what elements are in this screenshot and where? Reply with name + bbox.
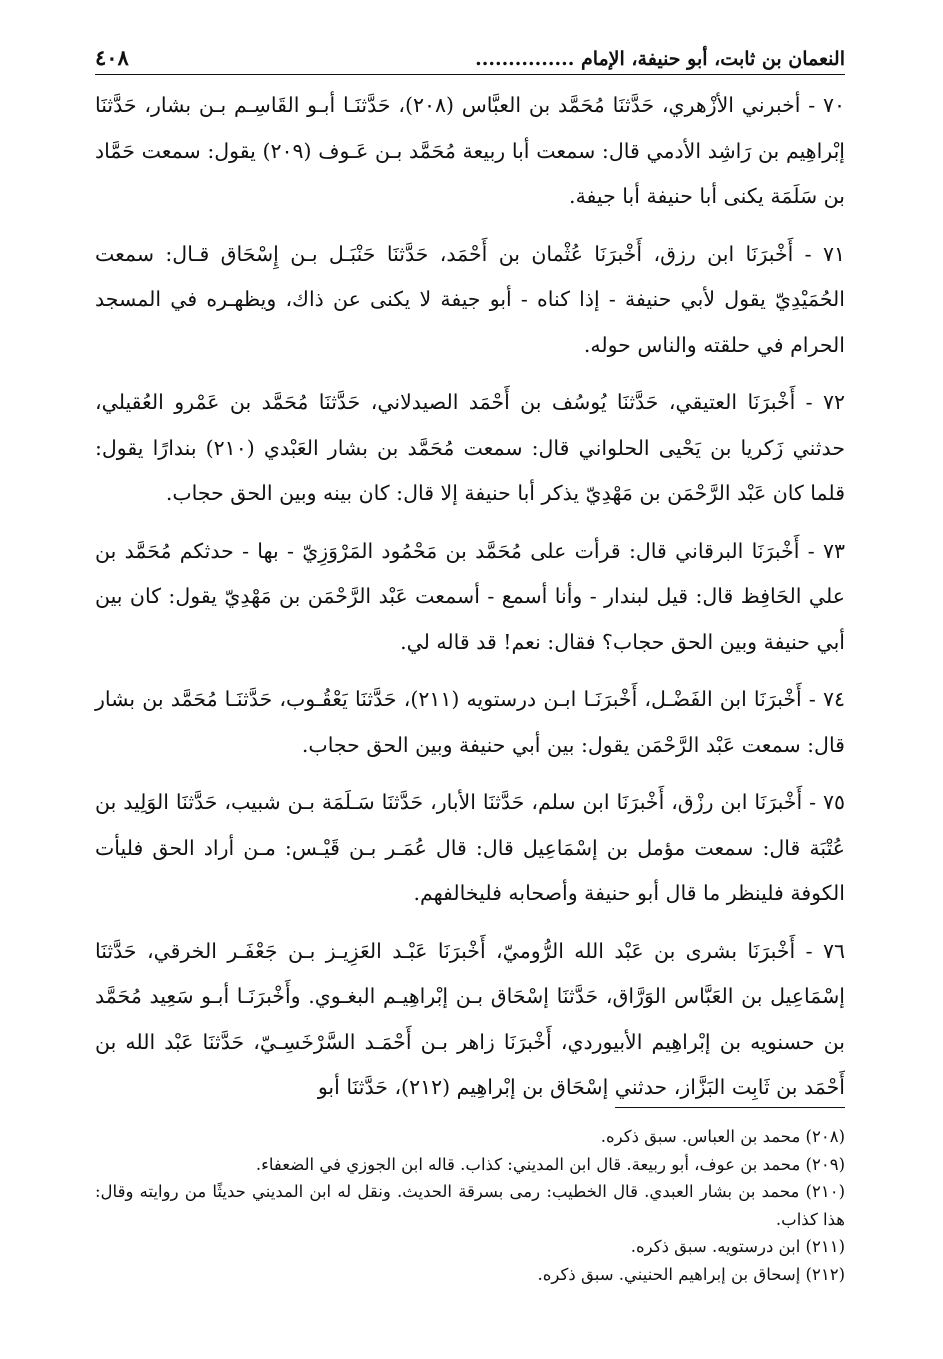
footnote-210: (٢١٠) محمد بن بشار العبدي. قال الخطيب: رمى بسرقة الحديث. ونقل له ابن المديني حديثًا من روايته وقال: هذا كذاب.	[95, 1182, 845, 1229]
footnotes	[95, 1123, 845, 1288]
paragraph-70: ٧٠ - أخبرني الأزْهري، حَدَّثنَا مُحَمَّد بن العبَّاس (٢٠٨)، حَدَّثنَـا أبـو القَاسِـم بـن بشار، حَدَّثنَا إبْراهِيم بن رَاشِد الأدمي قال: سمعت أبا ربيعة مُحَمَّد بـن عَـوف (٢٠٩) يقول: سمعت حَمَّاد بن سَلَمَة يكنى أبا حنيفة أبا جيفة.	[95, 93, 845, 208]
running-title: النعمان بن ثابت، أبو حنيفة، الإمام ...............	[475, 48, 845, 70]
page-header	[95, 30, 845, 75]
paragraph-74: ٧٤ - أَخْبرَنَا ابن الفَضْـل، أَخْبرَنَـا ابـن درستويه (٢١١)، حَدَّثنَا يَعْقُـوب، حَدَّثنَـا مُحَمَّد بن بشار قال: سمعت عَبْد الرَّحْمَن يقول: بين أبي حنيفة وبين الحق حجاب.	[95, 687, 845, 757]
footnote-209: (٢٠٩) محمد بن عوف، أبو ربيعة. قال ابن المديني: كذاب. قاله ابن الجوزي في الضعفاء.	[255, 1154, 845, 1174]
paragraph-75: ٧٥ - أَخْبرَنَا ابن رزْق، أَخْبرَنَا ابن سلم، حَدَّثنَا الأبار، حَدَّثنَا سَـلَمَة بـن شبيب، حَدَّثنَا الوَلِيد بن عُتْبَة قال: سمعت مؤمل بن إسْمَاعِيل قال: قال عُمَـر بـن قَيْـس: مـن أراد الحق فليأت الكوفة فلينظر ما قال أبو حنيفة وأصحابه فليخالفهم.	[95, 790, 845, 905]
footnote-208: (٢٠٨) محمد بن العباس. سبق ذكره.	[600, 1127, 845, 1146]
book-page	[95, 30, 845, 1350]
paragraph-73: ٧٣ - أَخْبرَنَا البرقاني قال: قرأت على مُحَمَّد بن مَحْمُود المَرْوَزِيّ - بها - حدثكم مُحَمَّد بن علي الحَافِظ قال: قيل لبندار - وأنا أسمع - أسمعت عَبْد الرَّحْمَن بن مَهْدِيّ يقول: كان بين أبي حنيفة وبين الحق حجاب؟ فقال: نعم! قد قاله لي.	[95, 538, 845, 654]
footnote-divider	[615, 1107, 845, 1108]
paragraph-72: ٧٢ - أَخْبرَنَا العتيقي، حَدَّثنَا يُوسُف بن أَحْمَد الصيدلاني، حَدَّثنَا مُحَمَّد بن عَمْرو العُقيلي، حدثني زَكريا بن يَحْيى الحلواني قال: سمعت مُحَمَّد بن بشار العَبْدي (٢١٠) بندارًا يقول: قلما كان عَبْد الرَّحْمَن بن مَهْدِيّ يذكر أبا حنيفة إلا قال: كان بينه وبين الحق حجاب.	[95, 390, 845, 505]
main-text	[95, 83, 845, 1111]
paragraph-71: ٧١ - أَخْبرَنَا ابن رزق، أَخْبرَنَا عُثْمان بن أَحْمَد، حَدَّثنَا حَنْبَـل بـن إِسْحَاق قـال: سمعت الحُمَيْدِيّ يقول لأبي حنيفة - إذا كناه - أبو جيفة لا يكنى عن ذاك، ويظهـره في المسجد الحرام في حلقته والناس حوله.	[95, 241, 845, 357]
footnote-211: (٢١١) ابن درستويه. سبق ذكره.	[630, 1237, 845, 1256]
footnote-212: (٢١٢) إسحاق بن إبراهيم الحنيني. سبق ذكره.	[537, 1264, 845, 1284]
page-number: ٤٠٨	[95, 45, 129, 70]
paragraph-76: ٧٦ - أَخْبرَنَا بشرى بن عَبْد الله الرُّوميّ، أَخْبرَنَا عَبْـد العَزِيـز بـن جَعْفَـر الخرقي، حَدَّثنَا إسْمَاعِيل بن العَبَّاس الوَرَّاق، حَدَّثنَا إسْحَاق بـن إبْراهِيـم البغـوي. وأَخْبرَنَـا أبـو سَعِيد مُحَمَّد بن حسنويه بن إبْراهِيم الأبيوردي، أَخْبرَنَا زاهر بـن أَحْمَـد السَّرْخَسِـيّ، حَدَّثنَا عَبْد الله بن أَحْمَد بن ثَابِت البَزَّاز، حدثني إسْحَاق بن إبْراهِيم (٢١٢)، حَدَّثنَا أبو	[95, 938, 845, 1099]
